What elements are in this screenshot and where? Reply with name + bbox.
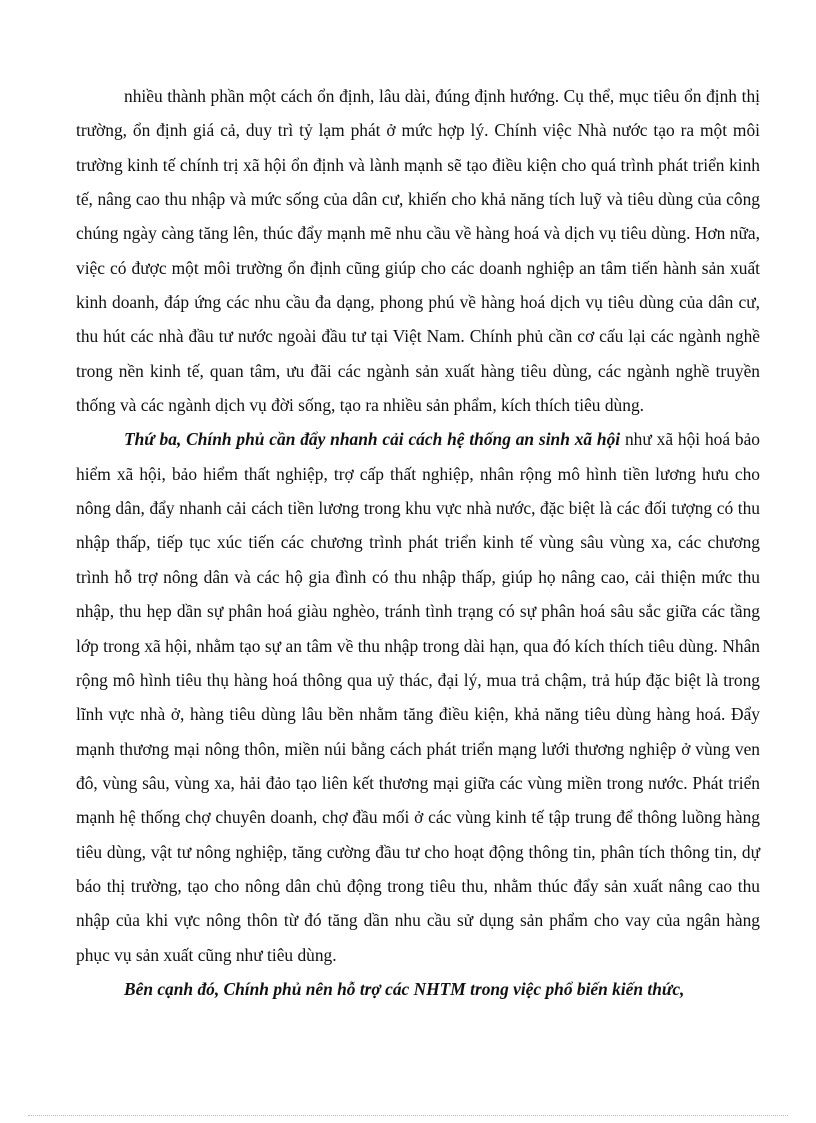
- page-bottom-divider: [28, 1115, 788, 1116]
- body-text: [76, 79, 760, 1006]
- paragraph-3-heading: Bên cạnh đó, Chính phủ nên hỗ trợ các NHTM trong việc phổ biến kiến thức,: [124, 978, 685, 999]
- paragraph-1: [76, 79, 760, 422]
- paragraph-2-text: như xã hội hoá bảo hiểm xã hội, bảo hiểm thất nghiệp, trợ cấp thất nghiệp, nhân rộng mô hình tiền lương hưu cho nông dân, đẩy nhanh cải cách tiền lương trong khu vực nhà nước, đặc biệt là các đối tượng có thu nhập thấp, tiếp tục xúc tiến các chương trình phát triển kinh tế vùng sâu vùng xa, các chương trình hỗ trợ nông dân và các hộ gia đình có thu nhập thấp, giúp họ nâng cao, cải thiện mức thu nhập, thu hẹp dần sự phân hoá giàu nghèo, tránh tình trạng có sự phân hoá sâu sắc giữa các tầng lớp trong xã hội, nhằm tạo sự an tâm về thu nhập trong dài hạn, qua đó kích thích tiêu dùng. Nhân rộng mô hình tiêu thụ hàng hoá thông qua uỷ thác, đại lý, mua trả chậm, trả húp đặc biệt là trong lĩnh vực nhà ở, hàng tiêu dùng lâu bền nhằm tăng điều kiện, khả năng tiêu dùng hàng hoá. Đẩy mạnh thương mại nông thôn, miền núi bằng cách phát triển mạng lưới thương nghiệp ở vùng ven đô, vùng sâu, vùng xa, hải đảo tạo liên kết thương mại giữa các vùng miền trong nước. Phát triển mạnh hệ thống chợ chuyên doanh, chợ đầu mối ở các vùng kinh tế tập trung để thông luồng hàng tiêu dùng, vật tư nông nghiệp, tăng cường đầu tư cho hoạt động thông tin, phân tích thông tin, dự báo thị trường, tạo cho nông dân chủ động trong tiêu thu, nhằm thúc đẩy sản xuất nâng cao thu nhập của khi vực nông thôn từ đó tăng dần nhu cầu sử dụng sản phẩm cho vay của ngân hàng phục vụ sản xuất cũng như tiêu dùng.: [76, 429, 760, 965]
- paragraph-2: [76, 422, 760, 972]
- paragraph-1-text: nhiều thành phần một cách ổn định, lâu dài, đúng định hướng. Cụ thể, mục tiêu ổn định thị trường, ổn định giá cả, duy trì tỷ lạm phát ở mức hợp lý. Chính việc Nhà nước tạo ra một môi trường kinh tế chính trị xã hội ổn định và lành mạnh sẽ tạo điều kiện cho quá trình phát triển kinh tế, nâng cao thu nhập và mức sống của dân cư, khiến cho khả năng tích luỹ và tiêu dùng của công chúng ngày càng tăng lên, thúc đẩy mạnh mẽ nhu cầu về hàng hoá và dịch vụ tiêu dùng. Hơn nữa, việc có được một môi trường ổn định cũng giúp cho các doanh nghiệp an tâm tiến hành sản xuất kinh doanh, đáp ứng các nhu cầu đa dạng, phong phú về hàng hoá dịch vụ tiêu dùng của dân cư, thu hút các nhà đầu tư nước ngoài đầu tư tại Việt Nam. Chính phủ cần cơ cấu lại các ngành nghề trong nền kinh tế, quan tâm, ưu đãi các ngành sản xuất hàng tiêu dùng, các ngành nghề truyền thống và các ngành dịch vụ đời sống, tạo ra nhiều sản phẩm, kích thích tiêu dùng.: [76, 86, 760, 416]
- paragraph-3: [76, 972, 760, 1006]
- paragraph-2-heading: Thứ ba, Chính phủ cần đẩy nhanh cải cách hệ thống an sinh xã hội: [124, 429, 621, 450]
